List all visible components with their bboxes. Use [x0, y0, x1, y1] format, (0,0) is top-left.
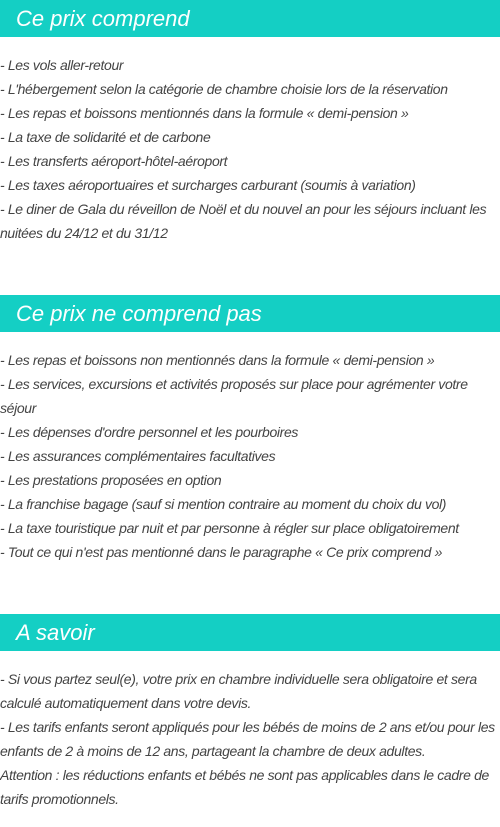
section-good-to-know [0, 614, 500, 811]
list-item: - La taxe touristique par nuit et par personne à régler sur place obligatoirement [0, 520, 459, 536]
list-item: - Les vols aller-retour [0, 57, 124, 73]
info-list [0, 667, 500, 811]
list-item: - La taxe de solidarité et de carbone [0, 129, 211, 145]
list-item: - Si vous partez seul(e), votre prix en chambre individuelle sera obligatoire et sera calculé automatiquement dans votre devis. [0, 671, 477, 711]
list-item: - Les tarifs enfants seront appliqués pour les bébés de moins de 2 ans et/ou pour les enfants de 2 à moins de 12 ans, partageant la chambre de deux adultes. [0, 719, 495, 759]
section-header [0, 295, 500, 332]
list-item: - Les repas et boissons non mentionnés dans la formule « demi-pension » [0, 352, 435, 368]
section-header [0, 0, 500, 37]
list-item: - Tout ce qui n'est pas mentionné dans le paragraphe « Ce prix comprend » [0, 544, 443, 560]
list-item: - La franchise bagage (sauf si mention contraire au moment du choix du vol) [0, 496, 447, 512]
section-title: Ce prix ne comprend pas [16, 300, 262, 326]
excluded-list [0, 348, 500, 564]
section-title: A savoir [16, 619, 95, 645]
list-item: - Les services, excursions et activités proposés sur place pour agrémenter votre séjour [0, 376, 468, 416]
list-item: - Les assurances complémentaires facultatives [0, 448, 276, 464]
list-item: Attention : les réductions enfants et bébés ne sont pas applicables dans le cadre de tarifs promotionnels. [0, 767, 489, 807]
list-item: - Le diner de Gala du réveillon de Noël et du nouvel an pour les séjours incluant les nuitées du 24/12 et du 31/12 [0, 201, 487, 241]
section-price-excludes [0, 295, 500, 564]
section-price-includes [0, 0, 500, 245]
list-item: - Les transferts aéroport-hôtel-aéroport [0, 153, 228, 169]
list-item: - L'hébergement selon la catégorie de chambre choisie lors de la réservation [0, 81, 448, 97]
list-item: - Les dépenses d'ordre personnel et les pourboires [0, 424, 299, 440]
included-list [0, 53, 500, 245]
section-header [0, 614, 500, 651]
list-item: - Les repas et boissons mentionnés dans la formule « demi-pension » [0, 105, 409, 121]
list-item: - Les taxes aéroportuaires et surcharges carburant (soumis à variation) [0, 177, 416, 193]
section-title: Ce prix comprend [16, 5, 190, 31]
list-item: - Les prestations proposées en option [0, 472, 222, 488]
